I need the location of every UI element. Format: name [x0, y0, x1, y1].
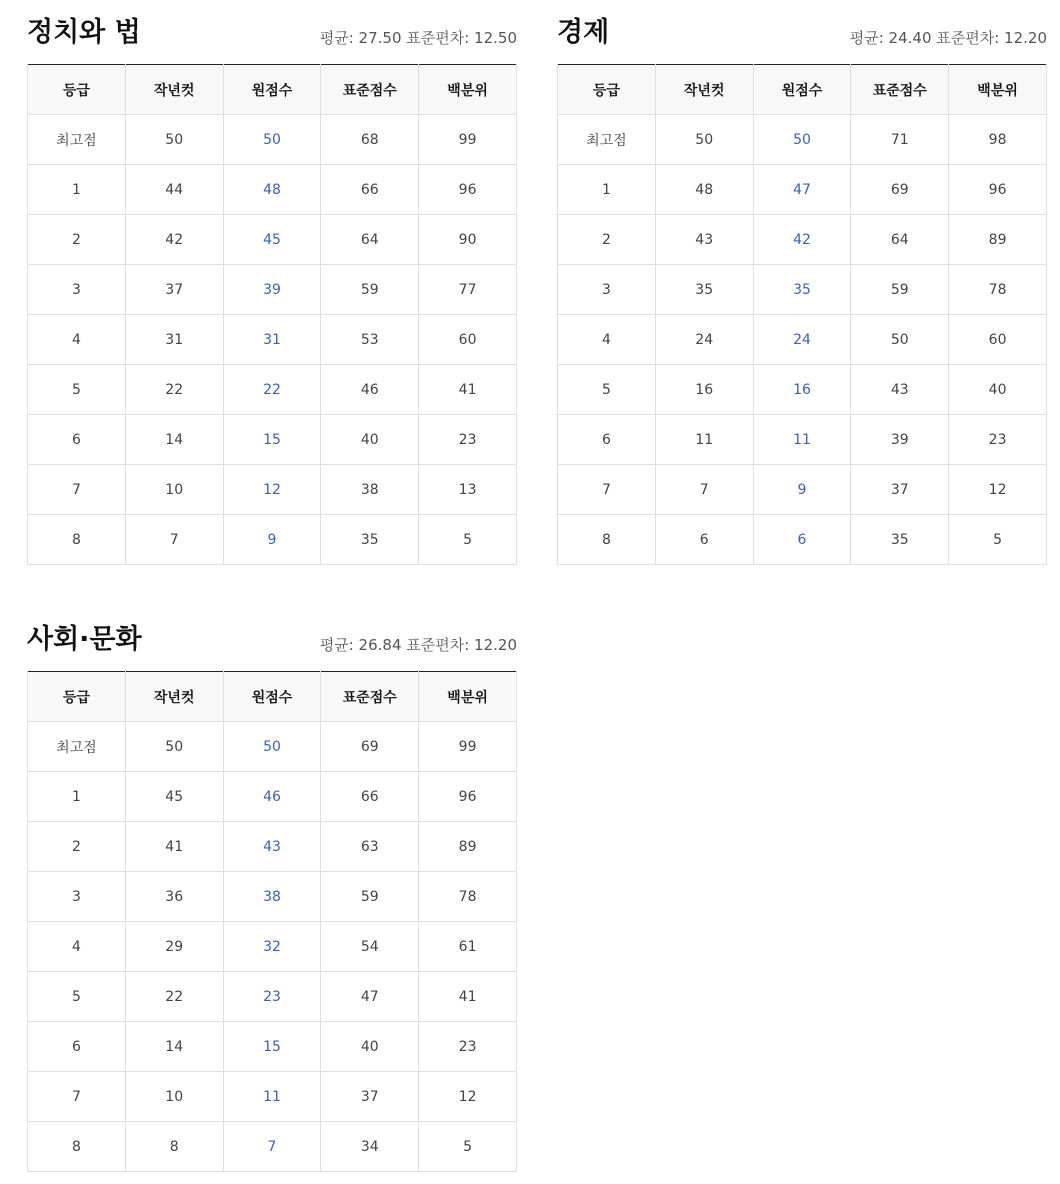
cell-last-year-cut: 7 — [125, 515, 223, 565]
table-header-row — [558, 65, 1047, 115]
table-row — [28, 1122, 517, 1172]
cell-raw-score: 6 — [753, 515, 851, 565]
table-row — [28, 722, 517, 772]
cell-percentile: 40 — [949, 365, 1047, 415]
subject-block-economics — [557, 4, 1047, 565]
table-row — [558, 365, 1047, 415]
table-row — [28, 265, 517, 315]
cell-last-year-cut: 7 — [655, 465, 753, 515]
cell-standard-score: 38 — [321, 465, 419, 515]
table-row — [28, 165, 517, 215]
subject-header — [557, 4, 1047, 64]
table-row — [558, 415, 1047, 465]
cell-last-year-cut: 45 — [125, 772, 223, 822]
cell-standard-score: 66 — [321, 772, 419, 822]
cell-standard-score: 59 — [321, 265, 419, 315]
cell-standard-score: 35 — [321, 515, 419, 565]
cell-grade: 6 — [28, 415, 126, 465]
cell-raw-score: 22 — [223, 365, 321, 415]
cell-grade: 1 — [28, 772, 126, 822]
cell-grade: 2 — [28, 822, 126, 872]
cell-last-year-cut: 48 — [655, 165, 753, 215]
cell-standard-score: 50 — [851, 315, 949, 365]
table-row — [28, 922, 517, 972]
column-header-standard-score: 표준점수 — [321, 672, 419, 722]
cell-last-year-cut: 14 — [125, 1022, 223, 1072]
cell-grade: 최고점 — [28, 722, 126, 772]
cell-raw-score: 11 — [753, 415, 851, 465]
cell-last-year-cut: 31 — [125, 315, 223, 365]
cell-grade: 최고점 — [558, 115, 656, 165]
table-row — [28, 515, 517, 565]
cell-grade: 4 — [28, 315, 126, 365]
column-header-last-year-cut: 작년컷 — [125, 672, 223, 722]
cell-raw-score: 9 — [223, 515, 321, 565]
table-row — [28, 822, 517, 872]
table-row — [28, 215, 517, 265]
cell-grade: 4 — [28, 922, 126, 972]
subject-header — [27, 611, 517, 671]
cell-percentile: 12 — [949, 465, 1047, 515]
cell-last-year-cut: 42 — [125, 215, 223, 265]
cell-raw-score: 50 — [753, 115, 851, 165]
cell-raw-score: 45 — [223, 215, 321, 265]
cell-percentile: 98 — [949, 115, 1047, 165]
subject-title: 정치와 법 — [27, 17, 141, 48]
cell-percentile: 5 — [949, 515, 1047, 565]
subject-stats: 평균: 26.84 표준편차: 12.20 — [319, 636, 517, 654]
cell-last-year-cut: 10 — [125, 465, 223, 515]
cell-grade: 7 — [28, 465, 126, 515]
cell-standard-score: 35 — [851, 515, 949, 565]
cell-percentile: 89 — [949, 215, 1047, 265]
table-row — [28, 315, 517, 365]
table-row — [28, 1022, 517, 1072]
table-row — [28, 115, 517, 165]
cell-standard-score: 37 — [851, 465, 949, 515]
table-row — [28, 872, 517, 922]
cell-percentile: 12 — [419, 1072, 517, 1122]
cell-grade: 2 — [558, 215, 656, 265]
cell-raw-score: 48 — [223, 165, 321, 215]
subject-stats: 평균: 27.50 표준편차: 12.50 — [319, 29, 517, 47]
table-row — [558, 165, 1047, 215]
cell-grade: 8 — [28, 515, 126, 565]
cell-standard-score: 64 — [321, 215, 419, 265]
cell-last-year-cut: 6 — [655, 515, 753, 565]
cell-raw-score: 24 — [753, 315, 851, 365]
cell-grade: 4 — [558, 315, 656, 365]
table-header-row — [28, 672, 517, 722]
column-header-percentile: 백분위 — [419, 65, 517, 115]
table-row — [28, 365, 517, 415]
cell-percentile: 5 — [419, 515, 517, 565]
cell-last-year-cut: 16 — [655, 365, 753, 415]
table-row — [28, 1072, 517, 1122]
cell-grade: 3 — [558, 265, 656, 315]
cell-percentile: 23 — [949, 415, 1047, 465]
cell-raw-score: 31 — [223, 315, 321, 365]
cell-percentile: 90 — [419, 215, 517, 265]
cell-grade: 8 — [28, 1122, 126, 1172]
cell-percentile: 13 — [419, 465, 517, 515]
table-row — [558, 315, 1047, 365]
table-row — [558, 215, 1047, 265]
cell-last-year-cut: 14 — [125, 415, 223, 465]
cell-raw-score: 11 — [223, 1072, 321, 1122]
cell-standard-score: 69 — [321, 722, 419, 772]
cell-last-year-cut: 35 — [655, 265, 753, 315]
cell-percentile: 96 — [419, 165, 517, 215]
cell-standard-score: 39 — [851, 415, 949, 465]
cell-standard-score: 66 — [321, 165, 419, 215]
column-header-grade: 등급 — [28, 672, 126, 722]
subject-title: 사회·문화 — [27, 624, 142, 655]
cell-standard-score: 40 — [321, 1022, 419, 1072]
cell-last-year-cut: 37 — [125, 265, 223, 315]
cell-raw-score: 42 — [753, 215, 851, 265]
column-header-percentile: 백분위 — [419, 672, 517, 722]
cell-standard-score: 53 — [321, 315, 419, 365]
cell-raw-score: 35 — [753, 265, 851, 315]
cell-raw-score: 50 — [223, 115, 321, 165]
table-row — [28, 972, 517, 1022]
cell-standard-score: 54 — [321, 922, 419, 972]
score-table — [27, 64, 517, 565]
cell-grade: 5 — [28, 972, 126, 1022]
cell-standard-score: 59 — [851, 265, 949, 315]
cell-grade: 6 — [558, 415, 656, 465]
cell-last-year-cut: 29 — [125, 922, 223, 972]
table-header-row — [28, 65, 517, 115]
cell-last-year-cut: 24 — [655, 315, 753, 365]
subject-stats: 평균: 24.40 표준편차: 12.20 — [849, 29, 1047, 47]
cell-raw-score: 46 — [223, 772, 321, 822]
column-header-last-year-cut: 작년컷 — [125, 65, 223, 115]
cell-percentile: 77 — [419, 265, 517, 315]
cell-grade: 6 — [28, 1022, 126, 1072]
cell-standard-score: 69 — [851, 165, 949, 215]
cell-raw-score: 12 — [223, 465, 321, 515]
table-row — [558, 465, 1047, 515]
cell-grade: 7 — [558, 465, 656, 515]
cell-percentile: 78 — [949, 265, 1047, 315]
cell-percentile: 99 — [419, 722, 517, 772]
score-table — [27, 671, 517, 1172]
cell-percentile: 99 — [419, 115, 517, 165]
cell-percentile: 41 — [419, 365, 517, 415]
cell-grade: 2 — [28, 215, 126, 265]
column-header-percentile: 백분위 — [949, 65, 1047, 115]
cell-raw-score: 23 — [223, 972, 321, 1022]
cell-grade: 5 — [558, 365, 656, 415]
table-row — [28, 772, 517, 822]
cell-last-year-cut: 10 — [125, 1072, 223, 1122]
cell-percentile: 96 — [419, 772, 517, 822]
cell-standard-score: 46 — [321, 365, 419, 415]
cell-standard-score: 63 — [321, 822, 419, 872]
cell-grade: 8 — [558, 515, 656, 565]
column-header-raw-score: 원점수 — [223, 672, 321, 722]
cell-last-year-cut: 50 — [655, 115, 753, 165]
cell-raw-score: 15 — [223, 1022, 321, 1072]
cell-grade: 7 — [28, 1072, 126, 1122]
cell-raw-score: 9 — [753, 465, 851, 515]
column-header-grade: 등급 — [28, 65, 126, 115]
table-row — [558, 115, 1047, 165]
cell-last-year-cut: 44 — [125, 165, 223, 215]
cell-raw-score: 43 — [223, 822, 321, 872]
cell-percentile: 89 — [419, 822, 517, 872]
cell-percentile: 23 — [419, 415, 517, 465]
cell-percentile: 96 — [949, 165, 1047, 215]
column-header-grade: 등급 — [558, 65, 656, 115]
cell-grade: 최고점 — [28, 115, 126, 165]
subject-header — [27, 4, 517, 64]
cell-last-year-cut: 50 — [125, 722, 223, 772]
cell-raw-score: 32 — [223, 922, 321, 972]
column-header-standard-score: 표준점수 — [321, 65, 419, 115]
cell-standard-score: 47 — [321, 972, 419, 1022]
cell-standard-score: 64 — [851, 215, 949, 265]
cell-last-year-cut: 22 — [125, 365, 223, 415]
cell-standard-score: 71 — [851, 115, 949, 165]
subject-title: 경제 — [557, 17, 610, 48]
cell-grade: 1 — [558, 165, 656, 215]
cell-raw-score: 16 — [753, 365, 851, 415]
cell-raw-score: 39 — [223, 265, 321, 315]
cell-grade: 3 — [28, 265, 126, 315]
score-table — [557, 64, 1047, 565]
subject-block-society-culture — [27, 611, 517, 1172]
cell-grade: 3 — [28, 872, 126, 922]
cell-raw-score: 47 — [753, 165, 851, 215]
cell-percentile: 60 — [949, 315, 1047, 365]
cell-raw-score: 38 — [223, 872, 321, 922]
cell-standard-score: 59 — [321, 872, 419, 922]
table-row — [28, 465, 517, 515]
cell-standard-score: 40 — [321, 415, 419, 465]
cell-last-year-cut: 43 — [655, 215, 753, 265]
table-row — [28, 415, 517, 465]
cell-percentile: 60 — [419, 315, 517, 365]
cell-standard-score: 37 — [321, 1072, 419, 1122]
cell-standard-score: 68 — [321, 115, 419, 165]
cell-percentile: 41 — [419, 972, 517, 1022]
cell-percentile: 78 — [419, 872, 517, 922]
cell-last-year-cut: 11 — [655, 415, 753, 465]
table-row — [558, 515, 1047, 565]
column-header-raw-score: 원점수 — [753, 65, 851, 115]
cell-raw-score: 15 — [223, 415, 321, 465]
cell-raw-score: 50 — [223, 722, 321, 772]
cell-standard-score: 43 — [851, 365, 949, 415]
cell-standard-score: 34 — [321, 1122, 419, 1172]
column-header-last-year-cut: 작년컷 — [655, 65, 753, 115]
cell-percentile: 23 — [419, 1022, 517, 1072]
table-row — [558, 265, 1047, 315]
cell-last-year-cut: 8 — [125, 1122, 223, 1172]
cell-percentile: 61 — [419, 922, 517, 972]
cell-percentile: 5 — [419, 1122, 517, 1172]
column-header-standard-score: 표준점수 — [851, 65, 949, 115]
cell-last-year-cut: 41 — [125, 822, 223, 872]
cell-last-year-cut: 22 — [125, 972, 223, 1022]
cell-grade: 5 — [28, 365, 126, 415]
cell-last-year-cut: 36 — [125, 872, 223, 922]
cell-last-year-cut: 50 — [125, 115, 223, 165]
cell-raw-score: 7 — [223, 1122, 321, 1172]
subject-block-politics-law — [27, 4, 517, 565]
column-header-raw-score: 원점수 — [223, 65, 321, 115]
cell-grade: 1 — [28, 165, 126, 215]
